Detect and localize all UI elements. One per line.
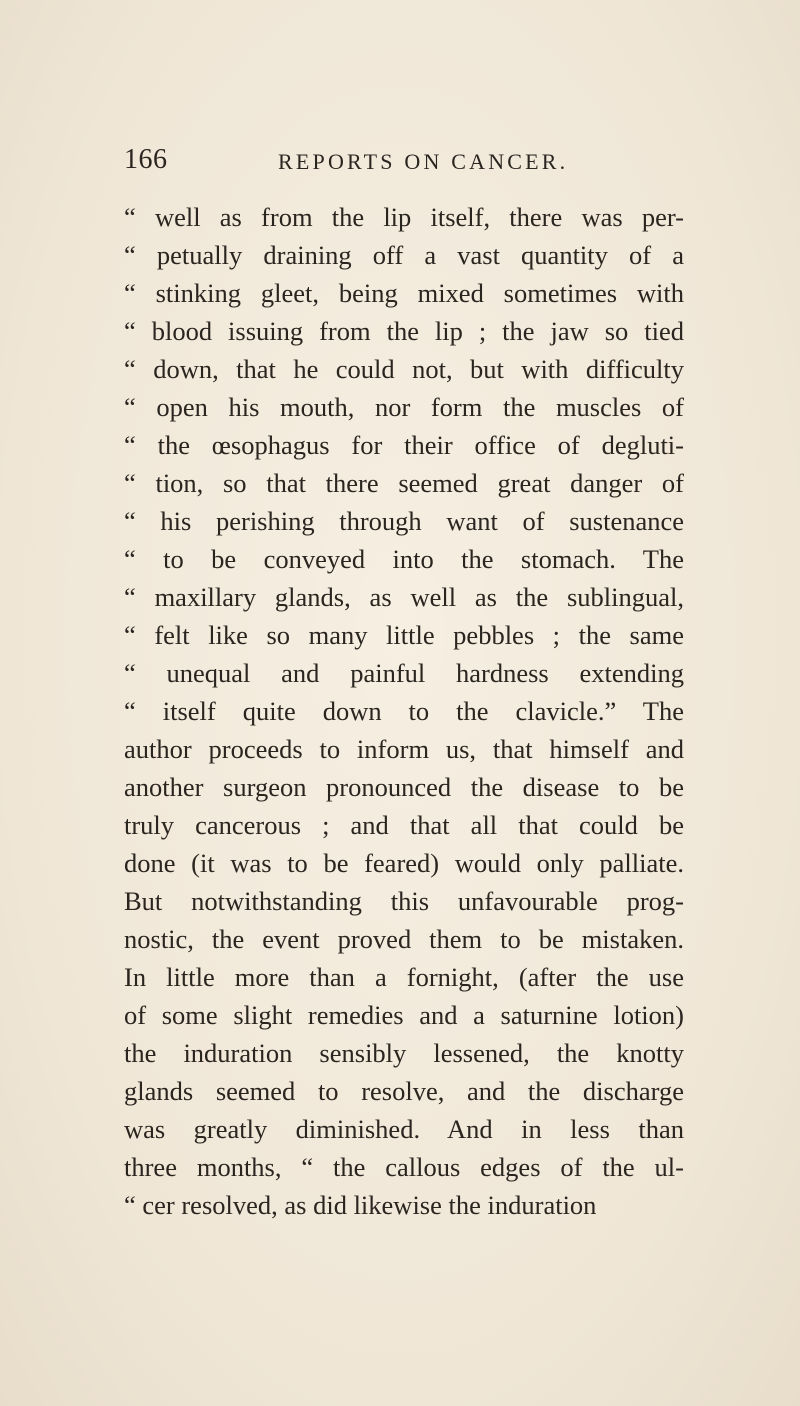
text-line: “ to be conveyed into the stomach. The [124, 544, 684, 574]
text-line: author proceeds to inform us, that himself and [124, 734, 684, 764]
text-line: But notwithstanding this unfavourable prog- [124, 886, 684, 916]
text-line: “ petually draining off a vast quantity of a [124, 240, 684, 270]
text-line: “ down, that he could not, but with difficulty [124, 354, 684, 384]
text-line: “ felt like so many little pebbles ; the same [124, 620, 684, 650]
text-line: “ cer resolved, as did likewise the induration [124, 1190, 597, 1220]
text-line: “ the œsophagus for their office of degluti- [124, 430, 684, 460]
text-line: truly cancerous ; and that all that could be [124, 810, 684, 840]
text-line: three months, “ the callous edges of the ul- [124, 1152, 684, 1182]
running-head: REPORTS ON CANCER. [278, 149, 569, 174]
text-line: done (it was to be feared) would only palliate. [124, 848, 684, 878]
text-line: “ blood issuing from the lip ; the jaw so tied [124, 316, 684, 346]
text-line: “ his perishing through want of sustenance [124, 506, 684, 536]
text-line: “ well as from the lip itself, there was per- [124, 202, 684, 232]
text-line: “ tion, so that there seemed great danger of [124, 468, 684, 498]
text-line: “ maxillary glands, as well as the sublingual, [124, 582, 684, 612]
text-line: the induration sensibly lessened, the knotty [124, 1038, 684, 1068]
text-line: In little more than a fornight, (after the use [124, 962, 684, 992]
body-text [124, 198, 684, 1224]
text-line: was greatly diminished. And in less than [124, 1114, 684, 1144]
text-line: glands seemed to resolve, and the discharge [124, 1076, 684, 1106]
text-line: nostic, the event proved them to be mistaken. [124, 924, 684, 954]
page-number: 166 [124, 144, 168, 175]
text-line: “ open his mouth, nor form the muscles of [124, 392, 684, 422]
text-line: of some slight remedies and a saturnine lotion) [124, 1000, 684, 1030]
text-line: “ stinking gleet, being mixed sometimes with [124, 278, 684, 308]
text-line: another surgeon pronounced the disease to be [124, 772, 684, 802]
page-header [124, 140, 684, 180]
text-line: “ itself quite down to the clavicle.” The [124, 696, 684, 726]
text-line: “ unequal and painful hardness extending [124, 658, 684, 688]
